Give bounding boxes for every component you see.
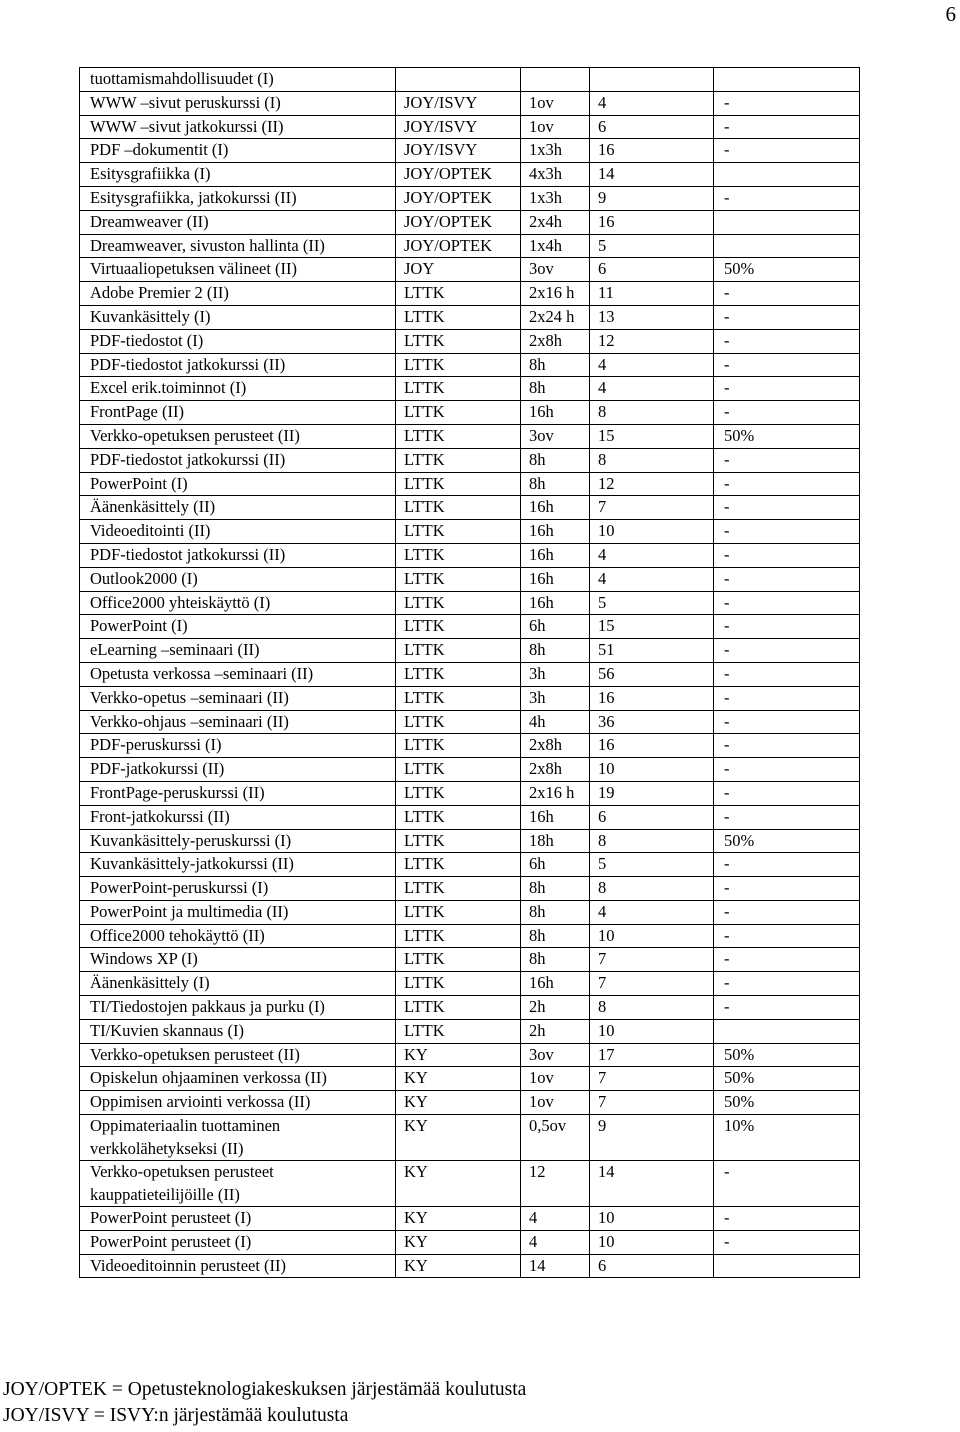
share-cell: - <box>714 305 860 329</box>
participants-cell: 11 <box>590 282 714 306</box>
course-name-cell: PDF-peruskurssi (I) <box>80 734 396 758</box>
course-name-cell: Dreamweaver (II) <box>80 210 396 234</box>
organizer-cell: JOY <box>396 258 521 282</box>
participants-cell: 14 <box>590 163 714 187</box>
course-name-cell: PDF-tiedostot jatkokurssi (II) <box>80 353 396 377</box>
extent-cell: 2x16 h <box>521 282 590 306</box>
table-row <box>80 615 860 639</box>
course-name-cell: Office2000 yhteiskäyttö (I) <box>80 591 396 615</box>
participants-cell: 19 <box>590 781 714 805</box>
organizer-cell: KY <box>396 1043 521 1067</box>
share-cell: - <box>714 115 860 139</box>
course-name-cell: Verkko-ohjaus –seminaari (II) <box>80 710 396 734</box>
participants-cell: 4 <box>590 900 714 924</box>
organizer-cell: LTTK <box>396 639 521 663</box>
table-row <box>80 829 860 853</box>
extent-cell: 4 <box>521 1230 590 1254</box>
table-row <box>80 1115 860 1161</box>
course-name-cell: TI/Tiedostojen pakkaus ja purku (I) <box>80 996 396 1020</box>
participants-cell: 51 <box>590 639 714 663</box>
participants-cell: 5 <box>590 853 714 877</box>
course-name-cell: Esitysgrafiikka, jatkokurssi (II) <box>80 186 396 210</box>
organizer-cell: LTTK <box>396 758 521 782</box>
participants-cell: 17 <box>590 1043 714 1067</box>
participants-cell: 10 <box>590 1230 714 1254</box>
participants-cell: 10 <box>590 758 714 782</box>
organizer-cell: LTTK <box>396 1019 521 1043</box>
extent-cell <box>521 68 590 92</box>
table-row <box>80 1207 860 1231</box>
participants-cell: 56 <box>590 662 714 686</box>
organizer-cell: JOY/OPTEK <box>396 163 521 187</box>
participants-cell: 5 <box>590 591 714 615</box>
organizer-cell: LTTK <box>396 496 521 520</box>
participants-cell: 8 <box>590 996 714 1020</box>
organizer-cell: JOY/ISVY <box>396 115 521 139</box>
course-name-cell: PowerPoint (I) <box>80 472 396 496</box>
organizer-cell: LTTK <box>396 686 521 710</box>
extent-cell: 1x3h <box>521 186 590 210</box>
participants-cell: 8 <box>590 448 714 472</box>
course-name-cell: Oppimisen arviointi verkossa (II) <box>80 1091 396 1115</box>
share-cell: - <box>714 662 860 686</box>
extent-cell: 1ov <box>521 91 590 115</box>
table-row <box>80 710 860 734</box>
course-name-cell: PDF –dokumentit (I) <box>80 139 396 163</box>
organizer-cell: LTTK <box>396 615 521 639</box>
extent-cell: 3ov <box>521 1043 590 1067</box>
course-name-cell: Outlook2000 (I) <box>80 567 396 591</box>
extent-cell: 2x8h <box>521 758 590 782</box>
participants-cell <box>590 68 714 92</box>
footer-legend-isvy: JOY/ISVY = ISVY:n järjestämää koulutusta <box>3 1405 349 1426</box>
share-cell: - <box>714 781 860 805</box>
share-cell: - <box>714 1230 860 1254</box>
share-cell: - <box>714 472 860 496</box>
participants-cell: 10 <box>590 1207 714 1231</box>
course-name-cell: FrontPage (II) <box>80 401 396 425</box>
table-row <box>80 591 860 615</box>
share-cell: - <box>714 734 860 758</box>
table-row <box>80 448 860 472</box>
participants-cell: 36 <box>590 710 714 734</box>
extent-cell: 1ov <box>521 115 590 139</box>
extent-cell: 8h <box>521 924 590 948</box>
course-name-cell: Videoeditoinnin perusteet (II) <box>80 1254 396 1278</box>
organizer-cell: KY <box>396 1115 521 1161</box>
organizer-cell: LTTK <box>396 591 521 615</box>
share-cell: - <box>714 758 860 782</box>
course-name-cell: TI/Kuvien skannaus (I) <box>80 1019 396 1043</box>
organizer-cell: LTTK <box>396 877 521 901</box>
organizer-cell: LTTK <box>396 781 521 805</box>
course-name-cell: Äänenkäsittely (II) <box>80 496 396 520</box>
table-row <box>80 853 860 877</box>
participants-cell: 16 <box>590 686 714 710</box>
table-row <box>80 210 860 234</box>
organizer-cell: JOY/OPTEK <box>396 210 521 234</box>
organizer-cell: KY <box>396 1067 521 1091</box>
table-row <box>80 520 860 544</box>
table-row <box>80 163 860 187</box>
course-name-cell: Esitysgrafiikka (I) <box>80 163 396 187</box>
extent-cell: 4x3h <box>521 163 590 187</box>
extent-cell: 6h <box>521 615 590 639</box>
extent-cell: 8h <box>521 877 590 901</box>
table-row <box>80 234 860 258</box>
course-name-cell: PowerPoint-peruskurssi (I) <box>80 877 396 901</box>
table-row <box>80 377 860 401</box>
share-cell <box>714 234 860 258</box>
participants-cell: 9 <box>590 186 714 210</box>
course-name-cell: PDF-jatkokurssi (II) <box>80 758 396 782</box>
share-cell: - <box>714 520 860 544</box>
share-cell: - <box>714 186 860 210</box>
organizer-cell: LTTK <box>396 543 521 567</box>
extent-cell: 16h <box>521 543 590 567</box>
table-row <box>80 758 860 782</box>
organizer-cell: LTTK <box>396 662 521 686</box>
course-name-cell: WWW –sivut jatkokurssi (II) <box>80 115 396 139</box>
organizer-cell: LTTK <box>396 282 521 306</box>
course-name-cell: PowerPoint ja multimedia (II) <box>80 900 396 924</box>
share-cell <box>714 210 860 234</box>
share-cell: - <box>714 139 860 163</box>
participants-cell: 7 <box>590 1067 714 1091</box>
extent-cell: 2x24 h <box>521 305 590 329</box>
share-cell: - <box>714 1161 860 1207</box>
share-cell: - <box>714 448 860 472</box>
share-cell <box>714 1019 860 1043</box>
table-row <box>80 924 860 948</box>
table-row <box>80 877 860 901</box>
extent-cell: 1x4h <box>521 234 590 258</box>
participants-cell: 10 <box>590 520 714 544</box>
participants-cell: 4 <box>590 567 714 591</box>
participants-cell: 9 <box>590 1115 714 1161</box>
share-cell: 50% <box>714 1091 860 1115</box>
extent-cell: 2x8h <box>521 734 590 758</box>
course-rows <box>80 68 860 1278</box>
table-row <box>80 282 860 306</box>
course-name-cell: PowerPoint perusteet (I) <box>80 1230 396 1254</box>
extent-cell: 12 <box>521 1161 590 1207</box>
participants-cell: 4 <box>590 377 714 401</box>
participants-cell: 13 <box>590 305 714 329</box>
organizer-cell: JOY/ISVY <box>396 139 521 163</box>
table-row <box>80 139 860 163</box>
extent-cell: 2h <box>521 1019 590 1043</box>
organizer-cell: LTTK <box>396 948 521 972</box>
organizer-cell: LTTK <box>396 829 521 853</box>
table-row <box>80 186 860 210</box>
share-cell: - <box>714 877 860 901</box>
organizer-cell: KY <box>396 1207 521 1231</box>
extent-cell: 8h <box>521 472 590 496</box>
share-cell: 50% <box>714 1043 860 1067</box>
course-name-cell: Kuvankäsittely-peruskurssi (I) <box>80 829 396 853</box>
organizer-cell: LTTK <box>396 805 521 829</box>
course-name-cell: Videoeditointi (II) <box>80 520 396 544</box>
organizer-cell: JOY/OPTEK <box>396 186 521 210</box>
share-cell: 50% <box>714 424 860 448</box>
organizer-cell: LTTK <box>396 329 521 353</box>
table-row <box>80 567 860 591</box>
table-row <box>80 900 860 924</box>
share-cell: - <box>714 996 860 1020</box>
participants-cell: 7 <box>590 948 714 972</box>
course-name-cell: Opetusta verkossa –seminaari (II) <box>80 662 396 686</box>
table-row <box>80 972 860 996</box>
table-row <box>80 424 860 448</box>
table-row <box>80 639 860 663</box>
organizer-cell: LTTK <box>396 710 521 734</box>
course-name-cell: Opiskelun ohjaaminen verkossa (II) <box>80 1067 396 1091</box>
participants-cell: 4 <box>590 353 714 377</box>
share-cell: - <box>714 710 860 734</box>
organizer-cell: JOY/ISVY <box>396 91 521 115</box>
participants-cell: 6 <box>590 1254 714 1278</box>
course-name-cell: eLearning –seminaari (II) <box>80 639 396 663</box>
organizer-cell: LTTK <box>396 567 521 591</box>
course-name-cell: Dreamweaver, sivuston hallinta (II) <box>80 234 396 258</box>
table-row <box>80 1254 860 1278</box>
table-row <box>80 91 860 115</box>
extent-cell: 2x16 h <box>521 781 590 805</box>
course-name-cell: Virtuaaliopetuksen välineet (II) <box>80 258 396 282</box>
extent-cell: 4h <box>521 710 590 734</box>
course-name-cell: Front-jatkokurssi (II) <box>80 805 396 829</box>
organizer-cell: LTTK <box>396 448 521 472</box>
participants-cell: 7 <box>590 1091 714 1115</box>
organizer-cell: KY <box>396 1161 521 1207</box>
share-cell: - <box>714 1207 860 1231</box>
share-cell: - <box>714 496 860 520</box>
table-row <box>80 1091 860 1115</box>
extent-cell: 6h <box>521 853 590 877</box>
extent-cell: 2x4h <box>521 210 590 234</box>
course-name-cell: Kuvankäsittely-jatkokurssi (II) <box>80 853 396 877</box>
course-name-cell: Verkko-opetus –seminaari (II) <box>80 686 396 710</box>
extent-cell: 16h <box>521 567 590 591</box>
course-name-cell: Verkko-opetuksen perusteet (II) <box>80 1043 396 1067</box>
organizer-cell: LTTK <box>396 401 521 425</box>
table-row <box>80 401 860 425</box>
extent-cell: 1x3h <box>521 139 590 163</box>
table-row <box>80 543 860 567</box>
extent-cell: 3ov <box>521 424 590 448</box>
participants-cell: 8 <box>590 829 714 853</box>
participants-cell: 10 <box>590 1019 714 1043</box>
extent-cell: 3ov <box>521 258 590 282</box>
organizer-cell: LTTK <box>396 972 521 996</box>
table-row <box>80 258 860 282</box>
course-table <box>79 67 860 1278</box>
participants-cell: 8 <box>590 877 714 901</box>
course-name-cell: Adobe Premier 2 (II) <box>80 282 396 306</box>
table-row <box>80 662 860 686</box>
participants-cell: 14 <box>590 1161 714 1207</box>
participants-cell: 4 <box>590 91 714 115</box>
participants-cell: 6 <box>590 805 714 829</box>
share-cell: - <box>714 567 860 591</box>
share-cell: - <box>714 948 860 972</box>
table-row <box>80 472 860 496</box>
table-row <box>80 686 860 710</box>
extent-cell: 18h <box>521 829 590 853</box>
share-cell: - <box>714 900 860 924</box>
extent-cell: 16h <box>521 591 590 615</box>
participants-cell: 16 <box>590 139 714 163</box>
extent-cell: 16h <box>521 401 590 425</box>
share-cell: - <box>714 353 860 377</box>
participants-cell: 15 <box>590 615 714 639</box>
table-row <box>80 353 860 377</box>
share-cell <box>714 163 860 187</box>
table-row <box>80 115 860 139</box>
table-row <box>80 329 860 353</box>
participants-cell: 5 <box>590 234 714 258</box>
course-name-cell: Office2000 tehokäyttö (II) <box>80 924 396 948</box>
extent-cell: 14 <box>521 1254 590 1278</box>
course-name-cell: Verkko-opetuksen perusteet kauppatieteilijöille (II) <box>80 1161 396 1207</box>
table-row <box>80 781 860 805</box>
share-cell: - <box>714 329 860 353</box>
share-cell: - <box>714 805 860 829</box>
organizer-cell: LTTK <box>396 996 521 1020</box>
share-cell: - <box>714 615 860 639</box>
course-name-cell: tuottamismahdollisuudet (I) <box>80 68 396 92</box>
course-name-cell: Kuvankäsittely (I) <box>80 305 396 329</box>
share-cell: 50% <box>714 1067 860 1091</box>
participants-cell: 4 <box>590 543 714 567</box>
table-row <box>80 496 860 520</box>
participants-cell: 7 <box>590 496 714 520</box>
extent-cell: 8h <box>521 639 590 663</box>
share-cell: - <box>714 924 860 948</box>
course-name-cell: Verkko-opetuksen perusteet (II) <box>80 424 396 448</box>
organizer-cell: LTTK <box>396 305 521 329</box>
organizer-cell: KY <box>396 1091 521 1115</box>
participants-cell: 15 <box>590 424 714 448</box>
table-row <box>80 1230 860 1254</box>
extent-cell: 8h <box>521 377 590 401</box>
course-name-cell: Äänenkäsittely (I) <box>80 972 396 996</box>
table-row <box>80 68 860 92</box>
organizer-cell: JOY/OPTEK <box>396 234 521 258</box>
course-name-cell: Excel erik.toiminnot (I) <box>80 377 396 401</box>
extent-cell: 3h <box>521 686 590 710</box>
share-cell: - <box>714 401 860 425</box>
page-number: 6 <box>945 2 956 26</box>
table-row <box>80 1067 860 1091</box>
extent-cell: 2h <box>521 996 590 1020</box>
table-row <box>80 1019 860 1043</box>
table-row <box>80 734 860 758</box>
course-name-cell: PDF-tiedostot jatkokurssi (II) <box>80 448 396 472</box>
participants-cell: 7 <box>590 972 714 996</box>
participants-cell: 10 <box>590 924 714 948</box>
participants-cell: 6 <box>590 258 714 282</box>
table-row <box>80 1161 860 1207</box>
extent-cell: 16h <box>521 520 590 544</box>
share-cell <box>714 68 860 92</box>
organizer-cell: LTTK <box>396 377 521 401</box>
organizer-cell <box>396 68 521 92</box>
organizer-cell: LTTK <box>396 924 521 948</box>
share-cell: - <box>714 543 860 567</box>
course-name-cell: PDF-tiedostot (I) <box>80 329 396 353</box>
participants-cell: 6 <box>590 115 714 139</box>
participants-cell: 12 <box>590 472 714 496</box>
extent-cell: 8h <box>521 448 590 472</box>
course-name-cell: Oppimateriaalin tuottaminen verkkolähetykseksi (II) <box>80 1115 396 1161</box>
extent-cell: 8h <box>521 900 590 924</box>
course-name-cell: PDF-tiedostot jatkokurssi (II) <box>80 543 396 567</box>
share-cell: - <box>714 686 860 710</box>
table-row <box>80 305 860 329</box>
organizer-cell: LTTK <box>396 424 521 448</box>
organizer-cell: LTTK <box>396 900 521 924</box>
table-row <box>80 948 860 972</box>
course-name-cell: WWW –sivut peruskurssi (I) <box>80 91 396 115</box>
extent-cell: 1ov <box>521 1091 590 1115</box>
course-name-cell: PowerPoint (I) <box>80 615 396 639</box>
organizer-cell: KY <box>396 1230 521 1254</box>
organizer-cell: LTTK <box>396 734 521 758</box>
share-cell: - <box>714 591 860 615</box>
organizer-cell: LTTK <box>396 853 521 877</box>
share-cell: - <box>714 853 860 877</box>
extent-cell: 0,5ov <box>521 1115 590 1161</box>
share-cell: - <box>714 639 860 663</box>
extent-cell: 3h <box>521 662 590 686</box>
extent-cell: 2x8h <box>521 329 590 353</box>
share-cell: - <box>714 91 860 115</box>
share-cell: 10% <box>714 1115 860 1161</box>
table-row <box>80 805 860 829</box>
extent-cell: 4 <box>521 1207 590 1231</box>
organizer-cell: LTTK <box>396 472 521 496</box>
participants-cell: 16 <box>590 210 714 234</box>
extent-cell: 16h <box>521 972 590 996</box>
course-name-cell: FrontPage-peruskurssi (II) <box>80 781 396 805</box>
table-row <box>80 996 860 1020</box>
extent-cell: 8h <box>521 948 590 972</box>
extent-cell: 8h <box>521 353 590 377</box>
share-cell: - <box>714 377 860 401</box>
course-name-cell: Windows XP (I) <box>80 948 396 972</box>
share-cell: 50% <box>714 829 860 853</box>
participants-cell: 8 <box>590 401 714 425</box>
footer-legend-optek: JOY/OPTEK = Opetusteknologiakeskuksen järjestämää koulutusta <box>3 1379 527 1400</box>
extent-cell: 1ov <box>521 1067 590 1091</box>
table-row <box>80 1043 860 1067</box>
participants-cell: 16 <box>590 734 714 758</box>
share-cell: - <box>714 282 860 306</box>
extent-cell: 16h <box>521 805 590 829</box>
course-name-cell: PowerPoint perusteet (I) <box>80 1207 396 1231</box>
share-cell: 50% <box>714 258 860 282</box>
organizer-cell: KY <box>396 1254 521 1278</box>
extent-cell: 16h <box>521 496 590 520</box>
share-cell: - <box>714 972 860 996</box>
participants-cell: 12 <box>590 329 714 353</box>
organizer-cell: LTTK <box>396 353 521 377</box>
organizer-cell: LTTK <box>396 520 521 544</box>
share-cell <box>714 1254 860 1278</box>
